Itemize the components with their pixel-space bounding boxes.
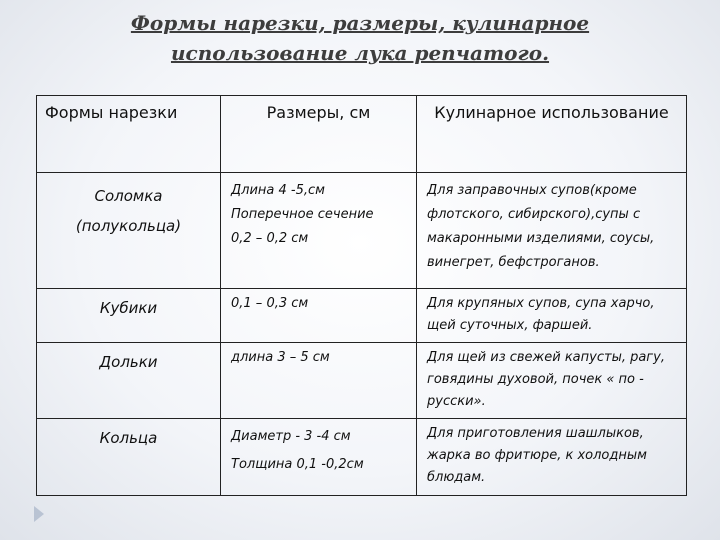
table-row [37,419,687,496]
cell-usage: Для щей из свежей капусты, рагу, говядины духовой, почек « по - русски». [417,343,687,419]
form-text: Кольца [99,429,158,447]
table-row [37,289,687,343]
cell-form [37,343,221,419]
cell-form [37,419,221,496]
form-text: Кубики [99,299,158,317]
triangle-right-icon[interactable] [34,506,44,522]
cell-form [37,289,221,343]
form-text: (полукольца) [75,217,182,235]
size-text: Диаметр - 3 -4 см [231,429,351,444]
slide-title-line2: использование лука репчатого. [170,41,550,65]
cell-size [221,289,417,343]
size-text: Толщина 0,1 -0,2см [231,457,364,472]
table-row [37,343,687,419]
header-sizes: Размеры, см [221,96,417,173]
cutting-forms-table [36,95,687,496]
cell-size [221,343,417,419]
form-text: Дольки [99,353,158,371]
header-cutting-form: Формы нарезки [37,96,221,173]
cell-size [221,419,417,496]
size-text: 0,2 – 0,2 см [231,231,309,246]
cell-usage: Для приготовления шашлыков, жарка во фритюре, к холодным блюдам. [417,419,687,496]
slide-title-line1: Формы нарезки, размеры, кулинарное [130,11,590,35]
cell-usage: Для крупяных супов, супа харчо, щей суточных, фаршей. [417,289,687,343]
cell-usage: Для заправочных супов(кроме флотского, сибирского),супы с макаронными изделиями, соусы, винегрет, бефстроганов. [417,173,687,289]
table-row [37,173,687,289]
form-text: Соломка [94,187,163,205]
header-culinary-use: Кулинарное использование [417,96,687,173]
size-text: Длина 4 -5,см [231,183,325,198]
table-header-row [37,96,687,173]
size-text: длина 3 – 5 см [231,350,330,365]
cell-form [37,173,221,289]
slide-title [40,8,680,68]
size-text: 0,1 – 0,3 см [231,296,309,311]
cell-size [221,173,417,289]
size-text: Поперечное сечение [231,207,374,222]
